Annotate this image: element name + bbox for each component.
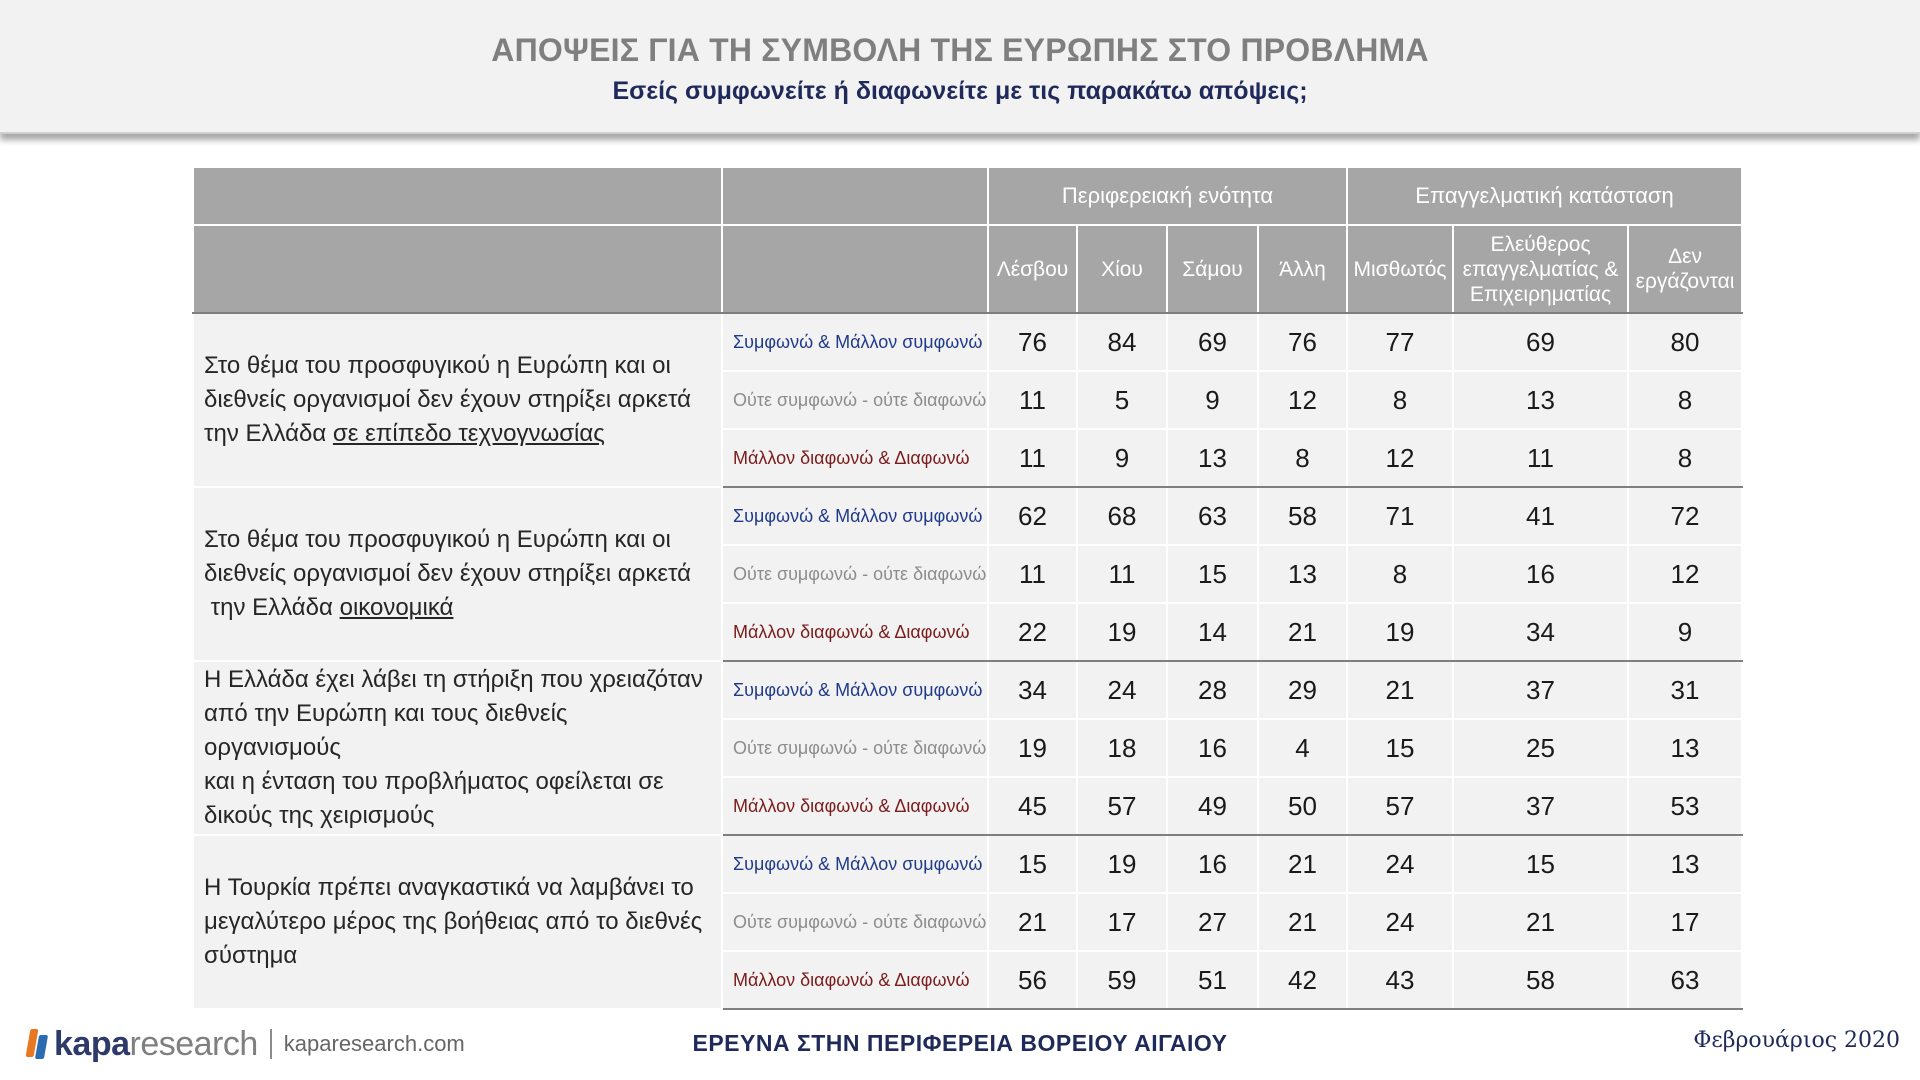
value-cell: 57 xyxy=(1077,777,1167,835)
value-cell: 77 xyxy=(1347,313,1453,371)
column-header: Δεν εργάζονται xyxy=(1628,225,1742,313)
table-row xyxy=(193,835,1742,893)
value-cell: 34 xyxy=(988,661,1077,719)
response-label-neutral: Ούτε συμφωνώ - ούτε διαφωνώ xyxy=(722,545,988,603)
value-cell: 63 xyxy=(1628,951,1742,1009)
value-cell: 63 xyxy=(1167,487,1258,545)
response-label-agree: Συμφωνώ & Μάλλον συμφωνώ xyxy=(722,835,988,893)
value-cell: 16 xyxy=(1167,719,1258,777)
value-cell: 37 xyxy=(1453,777,1628,835)
value-cell: 21 xyxy=(1453,893,1628,951)
statement-cell: Στο θέμα του προσφυγικού η Ευρώπη και οι διεθνείς οργανισμοί δεν έχουν στηρίξει αρκετά την Ελλάδα οικονομικά xyxy=(193,487,722,661)
page-subtitle: Εσείς συμφωνείτε ή διαφωνείτε με τις παρακάτω απόψεις; xyxy=(612,77,1308,105)
header-empty-cell xyxy=(193,225,722,313)
value-cell: 24 xyxy=(1347,893,1453,951)
value-cell: 51 xyxy=(1167,951,1258,1009)
value-cell: 21 xyxy=(1258,893,1347,951)
value-cell: 8 xyxy=(1347,371,1453,429)
value-cell: 12 xyxy=(1347,429,1453,487)
value-cell: 4 xyxy=(1258,719,1347,777)
value-cell: 18 xyxy=(1077,719,1167,777)
value-cell: 69 xyxy=(1167,313,1258,371)
value-cell: 21 xyxy=(1258,835,1347,893)
value-cell: 29 xyxy=(1258,661,1347,719)
value-cell: 45 xyxy=(988,777,1077,835)
value-cell: 24 xyxy=(1347,835,1453,893)
value-cell: 57 xyxy=(1347,777,1453,835)
column-header: Χίου xyxy=(1077,225,1167,313)
value-cell: 58 xyxy=(1453,951,1628,1009)
response-label-disagree: Μάλλον διαφωνώ & Διαφωνώ xyxy=(722,777,988,835)
response-label-disagree: Μάλλον διαφωνώ & Διαφωνώ xyxy=(722,429,988,487)
value-cell: 11 xyxy=(1453,429,1628,487)
value-cell: 16 xyxy=(1167,835,1258,893)
logo-url: kaparesearch.com xyxy=(283,1031,465,1056)
value-cell: 12 xyxy=(1258,371,1347,429)
value-cell: 13 xyxy=(1628,719,1742,777)
value-cell: 53 xyxy=(1628,777,1742,835)
header-empty-cell xyxy=(193,167,722,225)
value-cell: 50 xyxy=(1258,777,1347,835)
value-cell: 19 xyxy=(1077,835,1167,893)
value-cell: 19 xyxy=(1077,603,1167,661)
statement-emphasis: οικονομικά xyxy=(339,594,454,621)
table-row xyxy=(193,661,1742,719)
value-cell: 27 xyxy=(1167,893,1258,951)
page-title: ΑΠΟΨΕΙΣ ΓΙΑ ΤΗ ΣΥΜΒΟΛΗ ΤΗΣ ΕΥΡΩΠΗΣ ΣΤΟ ΠΡΟΒΛΗΜΑ xyxy=(491,32,1429,68)
value-cell: 14 xyxy=(1167,603,1258,661)
survey-table xyxy=(192,166,1743,1010)
response-label-disagree: Μάλλον διαφωνώ & Διαφωνώ xyxy=(722,603,988,661)
value-cell: 21 xyxy=(1347,661,1453,719)
value-cell: 72 xyxy=(1628,487,1742,545)
table-row xyxy=(193,313,1742,371)
value-cell: 15 xyxy=(1453,835,1628,893)
value-cell: 17 xyxy=(1077,893,1167,951)
response-label-agree: Συμφωνώ & Μάλλον συμφωνώ xyxy=(722,313,988,371)
response-label-neutral: Ούτε συμφωνώ - ούτε διαφωνώ xyxy=(722,719,988,777)
value-cell: 56 xyxy=(988,951,1077,1009)
value-cell: 12 xyxy=(1628,545,1742,603)
value-cell: 80 xyxy=(1628,313,1742,371)
value-cell: 8 xyxy=(1347,545,1453,603)
column-header: Ελεύθερος επαγγελματίας & Επιχειρηματίας xyxy=(1453,225,1628,313)
statement-cell: Η Τουρκία πρέπει αναγκαστικά να λαμβάνει το μεγαλύτερο μέρος της βοήθειας από το διεθνές σύστημα xyxy=(193,835,722,1009)
value-cell: 84 xyxy=(1077,313,1167,371)
value-cell: 37 xyxy=(1453,661,1628,719)
value-cell: 8 xyxy=(1258,429,1347,487)
value-cell: 16 xyxy=(1453,545,1628,603)
column-header: Σάμου xyxy=(1167,225,1258,313)
value-cell: 22 xyxy=(988,603,1077,661)
value-cell: 43 xyxy=(1347,951,1453,1009)
value-cell: 17 xyxy=(1628,893,1742,951)
value-cell: 69 xyxy=(1453,313,1628,371)
value-cell: 15 xyxy=(988,835,1077,893)
value-cell: 11 xyxy=(988,371,1077,429)
statement-cell: Η Ελλάδα έχει λάβει τη στήριξη που χρειαζόταν από την Ευρώπη και τους διεθνείς οργανισμούς και η ένταση του προβλήματος οφείλεται σε δικούς της χειρισμούς xyxy=(193,661,722,835)
statement-emphasis: σε επίπεδο τεχνογνωσίας xyxy=(332,420,605,447)
value-cell: 34 xyxy=(1453,603,1628,661)
value-cell: 68 xyxy=(1077,487,1167,545)
footer-date: Φεβρουάριος 2020 xyxy=(1693,1028,1900,1053)
response-label-disagree: Μάλλον διαφωνώ & Διαφωνώ xyxy=(722,951,988,1009)
response-label-agree: Συμφωνώ & Μάλλον συμφωνώ xyxy=(722,661,988,719)
value-cell: 59 xyxy=(1077,951,1167,1009)
header-empty-cell xyxy=(722,167,988,225)
value-cell: 8 xyxy=(1628,429,1742,487)
group-header-employment: Επαγγελματική κατάσταση xyxy=(1347,167,1742,225)
value-cell: 76 xyxy=(1258,313,1347,371)
table-row xyxy=(193,487,1742,545)
column-header: Μισθωτός xyxy=(1347,225,1453,313)
value-cell: 9 xyxy=(1077,429,1167,487)
footer-survey-title: ΕΡΕΥΝΑ ΣΤΗΝ ΠΕΡΙΦΕΡΕΙΑ ΒΟΡΕΙΟΥ ΑΙΓΑΙΟΥ xyxy=(692,1030,1228,1056)
value-cell: 25 xyxy=(1453,719,1628,777)
value-cell: 11 xyxy=(1077,545,1167,603)
logo-text: kaparesearch xyxy=(54,1024,258,1063)
statement-cell: Στο θέμα του προσφυγικού η Ευρώπη και οι διεθνείς οργανισμοί δεν έχουν στηρίξει αρκετά την Ελλάδα σε επίπεδο τεχνογνωσίας xyxy=(193,313,722,487)
value-cell: 15 xyxy=(1347,719,1453,777)
value-cell: 21 xyxy=(1258,603,1347,661)
value-cell: 21 xyxy=(988,893,1077,951)
response-label-agree: Συμφωνώ & Μάλλον συμφωνώ xyxy=(722,487,988,545)
group-header-region: Περιφερειακή ενότητα xyxy=(988,167,1347,225)
value-cell: 41 xyxy=(1453,487,1628,545)
header-empty-cell xyxy=(722,225,988,313)
value-cell: 28 xyxy=(1167,661,1258,719)
value-cell: 58 xyxy=(1258,487,1347,545)
value-cell: 9 xyxy=(1167,371,1258,429)
value-cell: 31 xyxy=(1628,661,1742,719)
value-cell: 13 xyxy=(1628,835,1742,893)
value-cell: 19 xyxy=(1347,603,1453,661)
value-cell: 9 xyxy=(1628,603,1742,661)
response-label-neutral: Ούτε συμφωνώ - ούτε διαφωνώ xyxy=(722,893,988,951)
value-cell: 13 xyxy=(1167,429,1258,487)
value-cell: 13 xyxy=(1453,371,1628,429)
value-cell: 15 xyxy=(1167,545,1258,603)
value-cell: 19 xyxy=(988,719,1077,777)
column-header: Λέσβου xyxy=(988,225,1077,313)
value-cell: 49 xyxy=(1167,777,1258,835)
value-cell: 8 xyxy=(1628,371,1742,429)
response-label-neutral: Ούτε συμφωνώ - ούτε διαφωνώ xyxy=(722,371,988,429)
value-cell: 11 xyxy=(988,429,1077,487)
value-cell: 5 xyxy=(1077,371,1167,429)
value-cell: 24 xyxy=(1077,661,1167,719)
value-cell: 76 xyxy=(988,313,1077,371)
value-cell: 62 xyxy=(988,487,1077,545)
value-cell: 71 xyxy=(1347,487,1453,545)
value-cell: 13 xyxy=(1258,545,1347,603)
value-cell: 11 xyxy=(988,545,1077,603)
value-cell: 42 xyxy=(1258,951,1347,1009)
column-header: Άλλη xyxy=(1258,225,1347,313)
